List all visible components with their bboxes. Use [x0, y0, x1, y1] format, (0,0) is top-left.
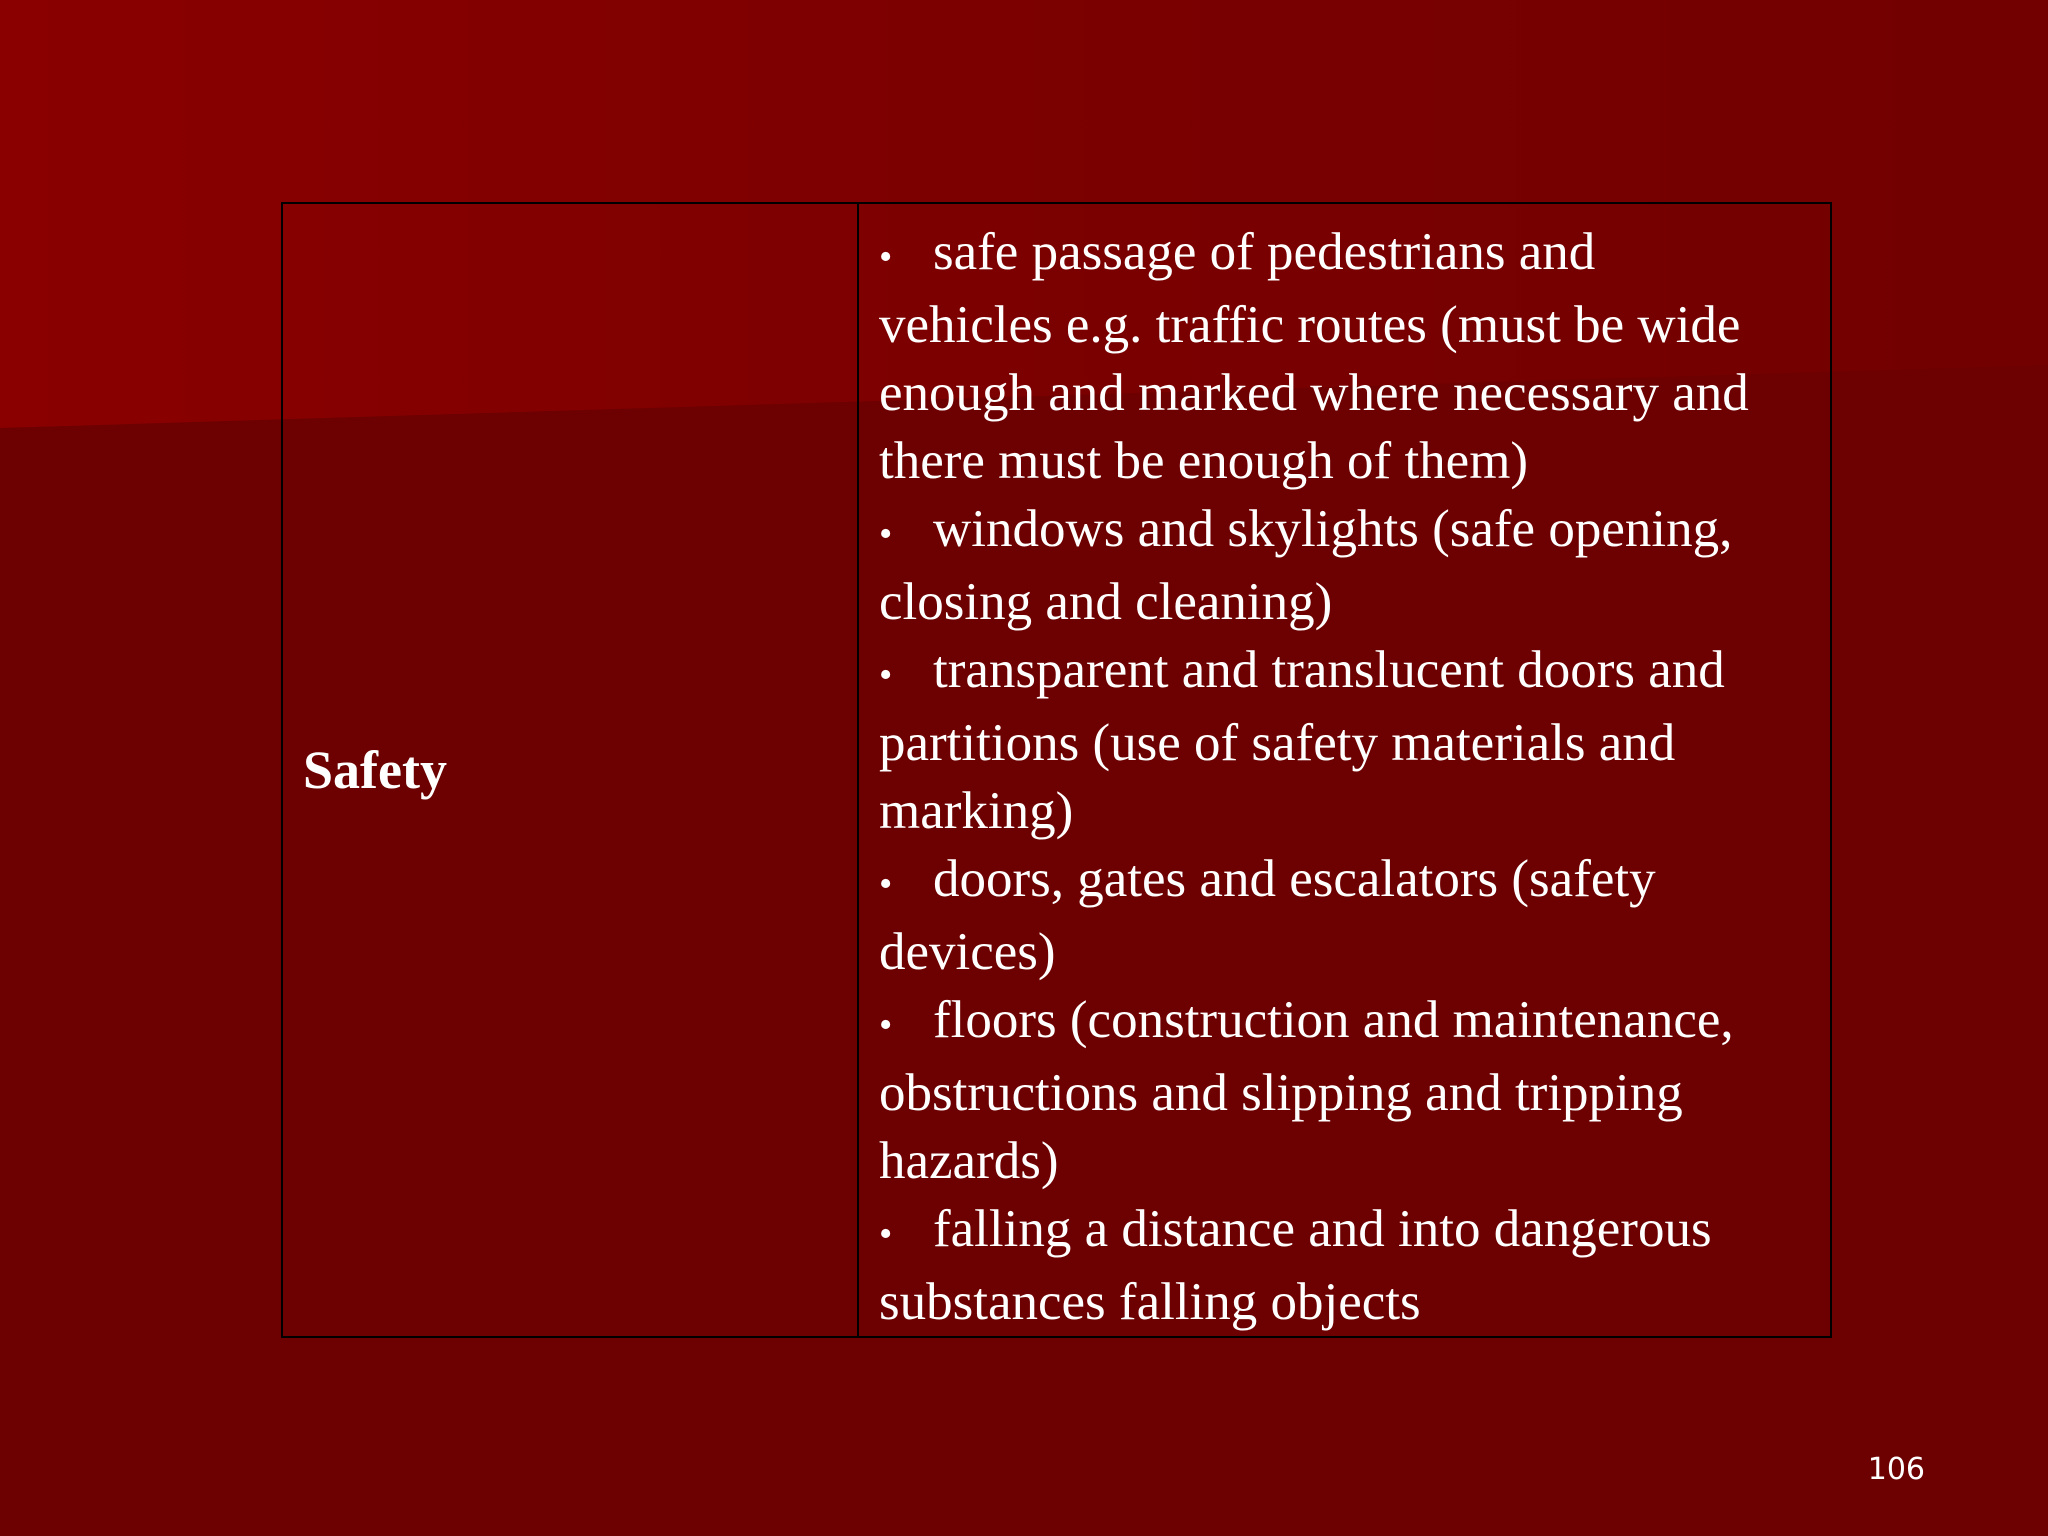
bullet-icon: • — [879, 1004, 893, 1046]
list-item — [879, 986, 1810, 1195]
list-item-line: partitions (use of safety materials and — [879, 714, 1676, 772]
bullet-icon: • — [879, 1213, 893, 1255]
list-item-line: safe passage of pedestrians and — [933, 223, 1596, 281]
list-item — [879, 218, 1810, 495]
list-item-line: vehicles e.g. traffic routes (must be wide — [879, 296, 1741, 354]
list-item — [879, 845, 1810, 986]
bullet-list-cell — [858, 203, 1831, 1337]
page-number: 106 — [1867, 1452, 1925, 1487]
list-item-line: windows and skylights (safe opening, — [933, 500, 1733, 558]
list-item-line: transparent and translucent doors and — [933, 641, 1725, 699]
list-item-line: hazards) — [879, 1132, 1059, 1190]
list-item-line: doors, gates and escalators (safety — [933, 850, 1656, 908]
table-row — [282, 203, 1831, 1337]
list-item-line: devices) — [879, 923, 1056, 981]
list-item-line: enough and marked where necessary and — [879, 364, 1749, 422]
list-item-line: closing and cleaning) — [879, 573, 1333, 631]
list-item-line: there must be enough of them) — [879, 432, 1529, 490]
list-item — [879, 495, 1810, 636]
bullet-icon: • — [879, 654, 893, 696]
row-label: Safety — [303, 740, 447, 800]
list-item-line: floors (construction and maintenance, — [933, 991, 1734, 1049]
list-item-line: marking) — [879, 782, 1074, 840]
bullet-icon: • — [879, 513, 893, 555]
list-item — [879, 636, 1810, 845]
list-item-line: falling a distance and into dangerous — [933, 1200, 1712, 1258]
bullet-icon: • — [879, 236, 893, 278]
list-item-line: substances falling objects — [879, 1273, 1421, 1331]
list-item-line: obstructions and slipping and tripping — [879, 1064, 1683, 1122]
row-label-cell — [282, 203, 858, 1337]
content-table — [281, 202, 1832, 1338]
bullet-icon: • — [879, 863, 893, 905]
list-item — [879, 1195, 1810, 1336]
